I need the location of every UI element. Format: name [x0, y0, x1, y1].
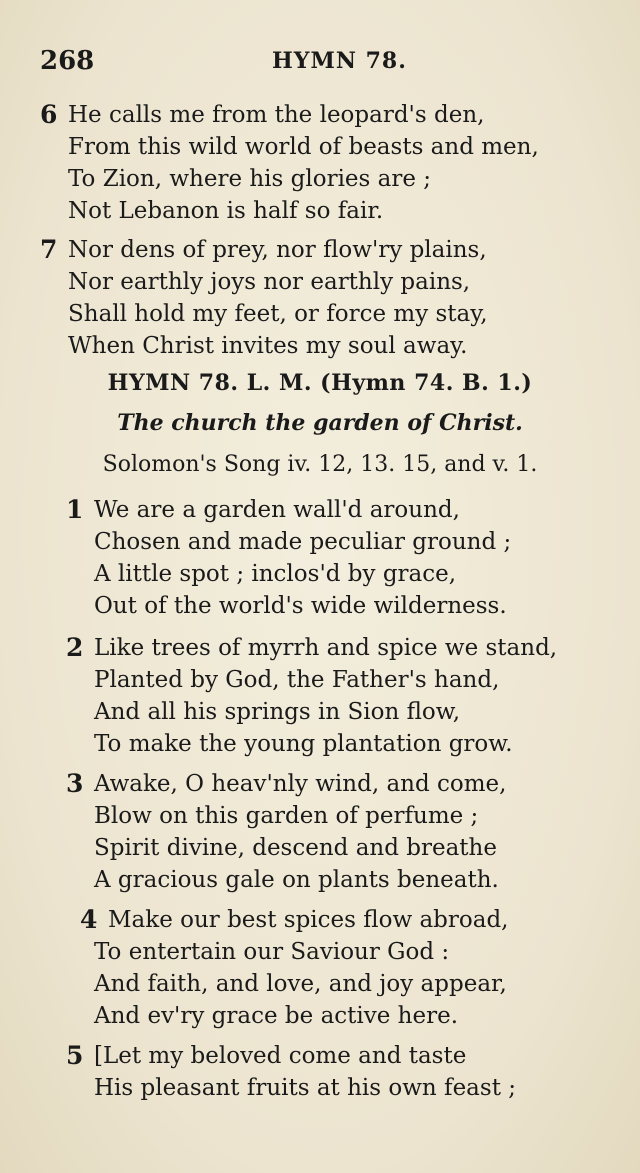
running-head: [40, 46, 600, 78]
scripture-reference: Solomon's Song iv. 12, 13. 15, and v. 1.: [102, 452, 538, 477]
verse-line: Planted by God, the Father's hand,: [94, 667, 500, 693]
hymn-stanza-3: [40, 768, 600, 896]
verse-line: Chosen and made peculiar ground ;: [94, 529, 512, 555]
verse-line: Out of the world's wide wilderness.: [94, 593, 507, 619]
stanza-number: 2: [66, 633, 84, 662]
verse-line: Make our best spices flow abroad,: [108, 907, 509, 933]
running-title: HYMN 78.: [272, 48, 407, 74]
verse-line: We are a garden wall'd around,: [94, 497, 460, 523]
verse-line: And faith, and love, and joy appear,: [94, 971, 507, 997]
verse-line: A gracious gale on plants beneath.: [94, 867, 499, 893]
hymn-stanza-1: [40, 494, 600, 622]
verse-line: Awake, O heav'nly wind, and come,: [94, 771, 507, 797]
verse-line: Spirit divine, descend and breathe: [94, 835, 497, 861]
hymn-subtitle: The church the garden of Christ.: [117, 410, 523, 436]
hymn-heading: HYMN 78. L. M. (Hymn 74. B. 1.): [107, 370, 533, 396]
verse-line: Nor earthly joys nor earthly pains,: [68, 269, 471, 295]
stanza-number: 5: [66, 1041, 84, 1070]
page-number: 268: [40, 46, 95, 76]
hymn-stanza-4: [40, 904, 600, 1032]
stanza-number: 7: [40, 235, 58, 264]
verse-line: To entertain our Saviour God :: [94, 939, 450, 965]
verse-line: And ev'ry grace be active here.: [94, 1003, 459, 1029]
stanza-number: 3: [66, 769, 84, 798]
verse-line: Nor dens of prey, nor flow'ry plains,: [68, 237, 487, 263]
stanza-6: [40, 99, 600, 227]
stanza-number: 6: [40, 100, 58, 129]
verse-line: To make the young plantation grow.: [94, 731, 513, 757]
verse-line: Not Lebanon is half so fair.: [68, 198, 384, 224]
hymn-stanza-5: [40, 1040, 600, 1104]
verse-line: [Let my beloved come and taste: [94, 1043, 467, 1069]
verse-line: When Christ invites my soul away.: [68, 333, 468, 359]
stanza-number: 4: [80, 905, 98, 934]
verse-line: Like trees of myrrh and spice we stand,: [94, 635, 558, 661]
stanza-number: 1: [66, 495, 84, 524]
verse-line: Blow on this garden of perfume ;: [94, 803, 479, 829]
verse-line: He calls me from the leopard's den,: [68, 102, 485, 128]
verse-line: To Zion, where his glories are ;: [68, 166, 432, 192]
hymn-stanza-2: [40, 632, 600, 760]
verse-line: His pleasant fruits at his own feast ;: [94, 1075, 516, 1101]
verse-line: A little spot ; inclos'd by grace,: [94, 561, 457, 587]
stanza-7: [40, 234, 600, 362]
verse-line: From this wild world of beasts and men,: [68, 134, 539, 160]
verse-line: Shall hold my feet, or force my stay,: [68, 301, 488, 327]
verse-line: And all his springs in Sion flow,: [94, 699, 461, 725]
